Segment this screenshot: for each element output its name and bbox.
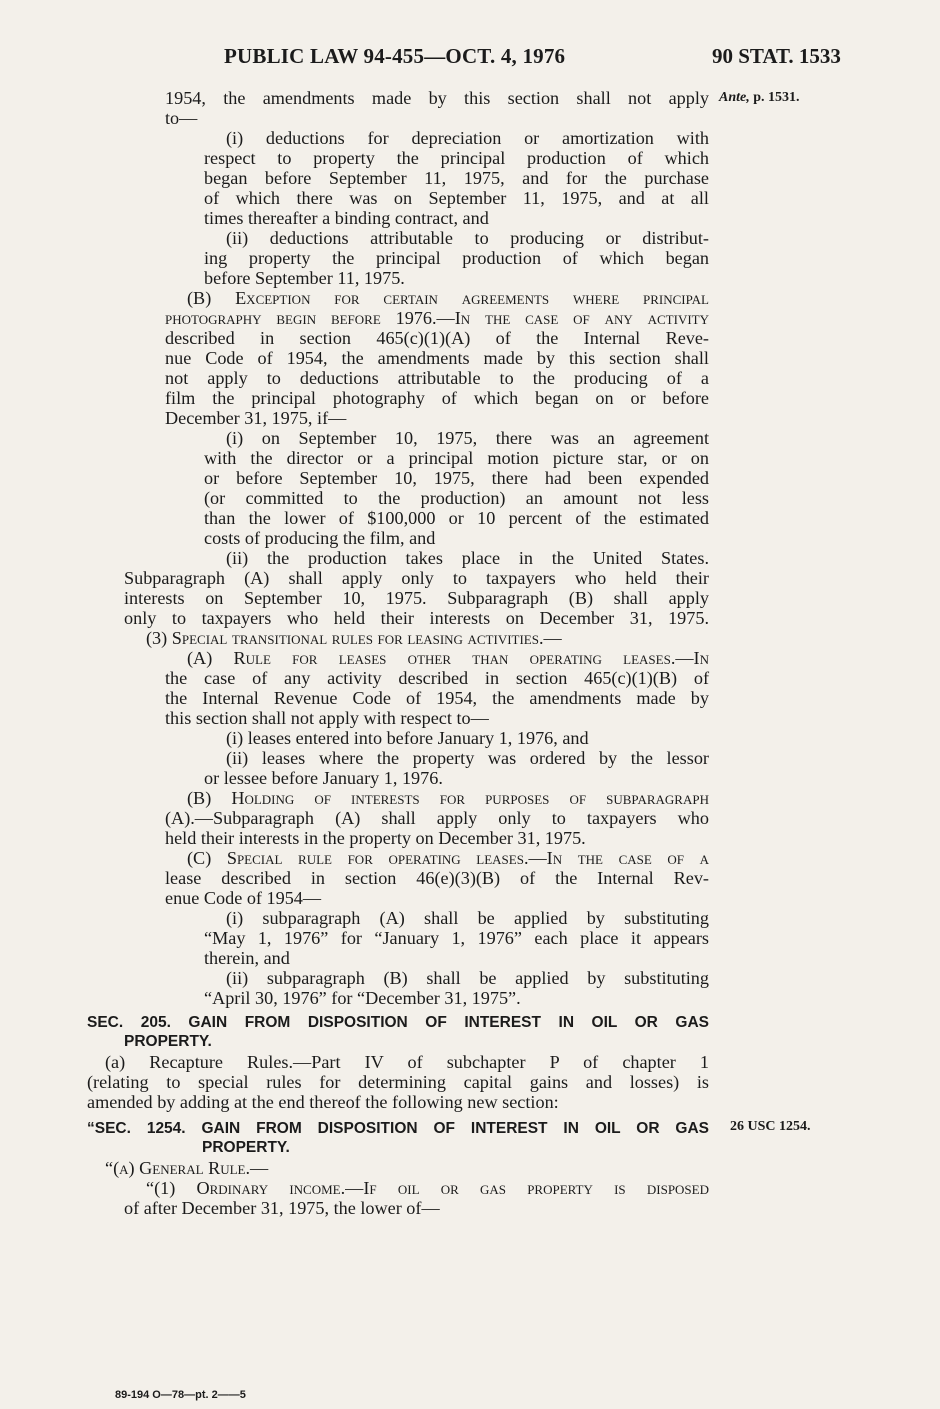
text-line: held their interests in the property on December 31, 1975.: [165, 828, 586, 848]
section-heading: “SEC. 1254. GAIN FROM DISPOSITION OF INTEREST IN OIL OR GAS: [87, 1120, 709, 1137]
text-line: or lessee before January 1, 1976.: [204, 768, 443, 788]
text-line: (ii) the production takes place in the United States.: [226, 548, 709, 568]
text-line: 1954, the amendments made by this section shall not apply: [165, 88, 709, 108]
text-line: described in section 465(c)(1)(A) of the Internal Reve-: [165, 328, 709, 348]
text-line: (B) Holding of interests for purposes of subparagraph: [187, 788, 709, 808]
text-line: “May 1, 1976” for “January 1, 1976” each place it appears: [204, 928, 709, 948]
text-line: “April 30, 1976” for “December 31, 1975”.: [204, 988, 521, 1008]
section-heading: SEC. 205. GAIN FROM DISPOSITION OF INTEREST IN OIL OR GAS: [87, 1014, 709, 1031]
text-line: or before September 10, 1975, there had been expended: [204, 468, 709, 488]
text-line: than the lower of $100,000 or 10 percent of the estimated: [204, 508, 709, 528]
text-line: costs of producing the film, and: [204, 528, 436, 548]
text-line: times thereafter a binding contract, and: [204, 208, 489, 228]
text-line: (i) on September 10, 1975, there was an agreement: [226, 428, 709, 448]
text-line: “(1) Ordinary income.—If oil or gas property is disposed: [146, 1178, 709, 1198]
text-line: respect to property the principal production of which: [204, 148, 709, 168]
section-heading: PROPERTY.: [202, 1139, 290, 1156]
text-line: (ii) subparagraph (B) shall be applied by substituting: [226, 968, 709, 988]
text-line: (or committed to the production) an amount not less: [204, 488, 709, 508]
text-line: of which there was on September 11, 1975, and at all: [204, 188, 709, 208]
text-line: December 31, 1975, if—: [165, 408, 347, 428]
text-line: enue Code of 1954—: [165, 888, 322, 908]
text-line: only to taxpayers who held their interests on December 31, 1975.: [124, 608, 709, 628]
text-line: (C) Special rule for operating leases.—In the case of a: [187, 848, 709, 868]
text-line: (B) Exception for certain agreements where principal: [187, 288, 709, 308]
margin-note-ante-word: Ante,: [719, 90, 750, 105]
text-line: amended by adding at the end thereof the following new section:: [87, 1092, 559, 1112]
text-line: (ii) deductions attributable to producing or distribut-: [226, 228, 709, 248]
text-line: interests on September 10, 1975. Subparagraph (B) shall apply: [124, 588, 709, 608]
text-line: with the director or a principal motion picture star, or on: [204, 448, 709, 468]
text-line: (a) Recapture Rules.—Part IV of subchapter P of chapter 1: [105, 1052, 709, 1072]
section-heading: PROPERTY.: [124, 1033, 212, 1050]
text-line: film the principal photography of which began on or before: [165, 388, 709, 408]
text-line: nue Code of 1954, the amendments made by this section shall: [165, 348, 709, 368]
text-line: (3) Special transitional rules for leasing activities.—: [146, 628, 562, 648]
text-line: the Internal Revenue Code of 1954, the amendments made by: [165, 688, 709, 708]
text-line: (i) deductions for depreciation or amortization with: [226, 128, 709, 148]
text-line: (relating to special rules for determining capital gains and losses) is: [87, 1072, 709, 1092]
text-line: therein, and: [204, 948, 290, 968]
text-line: ing property the principal production of which began: [204, 248, 709, 268]
margin-note-usc: 26 USC 1254.: [730, 1119, 811, 1134]
margin-note-ante: [719, 90, 800, 106]
text-line: lease described in section 46(e)(3)(B) of the Internal Rev-: [165, 868, 709, 888]
text-line: photography begin before 1976.—In the case of any activity: [165, 308, 709, 328]
print-job-footer: 89-194 O—78—pt. 2——5: [115, 1389, 246, 1401]
text-line: (A).—Subparagraph (A) shall apply only to taxpayers who: [165, 808, 709, 828]
text-line: “(a) General Rule.—: [105, 1158, 269, 1178]
text-line: (ii) leases where the property was ordered by the lessor: [226, 748, 709, 768]
text-line: (i) leases entered into before January 1, 1976, and: [226, 728, 589, 748]
text-line: the case of any activity described in section 465(c)(1)(B) of: [165, 668, 709, 688]
text-line: this section shall not apply with respect to—: [165, 708, 489, 728]
text-line: Subparagraph (A) shall apply only to taxpayers who held their: [124, 568, 709, 588]
text-line: of after December 31, 1975, the lower of—: [124, 1198, 440, 1218]
text-line: not apply to deductions attributable to the producing of a: [165, 368, 709, 388]
text-line: (i) subparagraph (A) shall be applied by substituting: [226, 908, 709, 928]
running-header-stat-page: 90 STAT. 1533: [712, 44, 841, 68]
text-line: (A) Rule for leases other than operating leases.—In: [187, 648, 709, 668]
text-line: began before September 11, 1975, and for the purchase: [204, 168, 709, 188]
text-line: to—: [165, 108, 198, 128]
margin-note-ante-page: p. 1531.: [749, 90, 800, 105]
running-header-title: PUBLIC LAW 94-455—OCT. 4, 1976: [224, 44, 566, 68]
text-line: before September 11, 1975.: [204, 268, 405, 288]
